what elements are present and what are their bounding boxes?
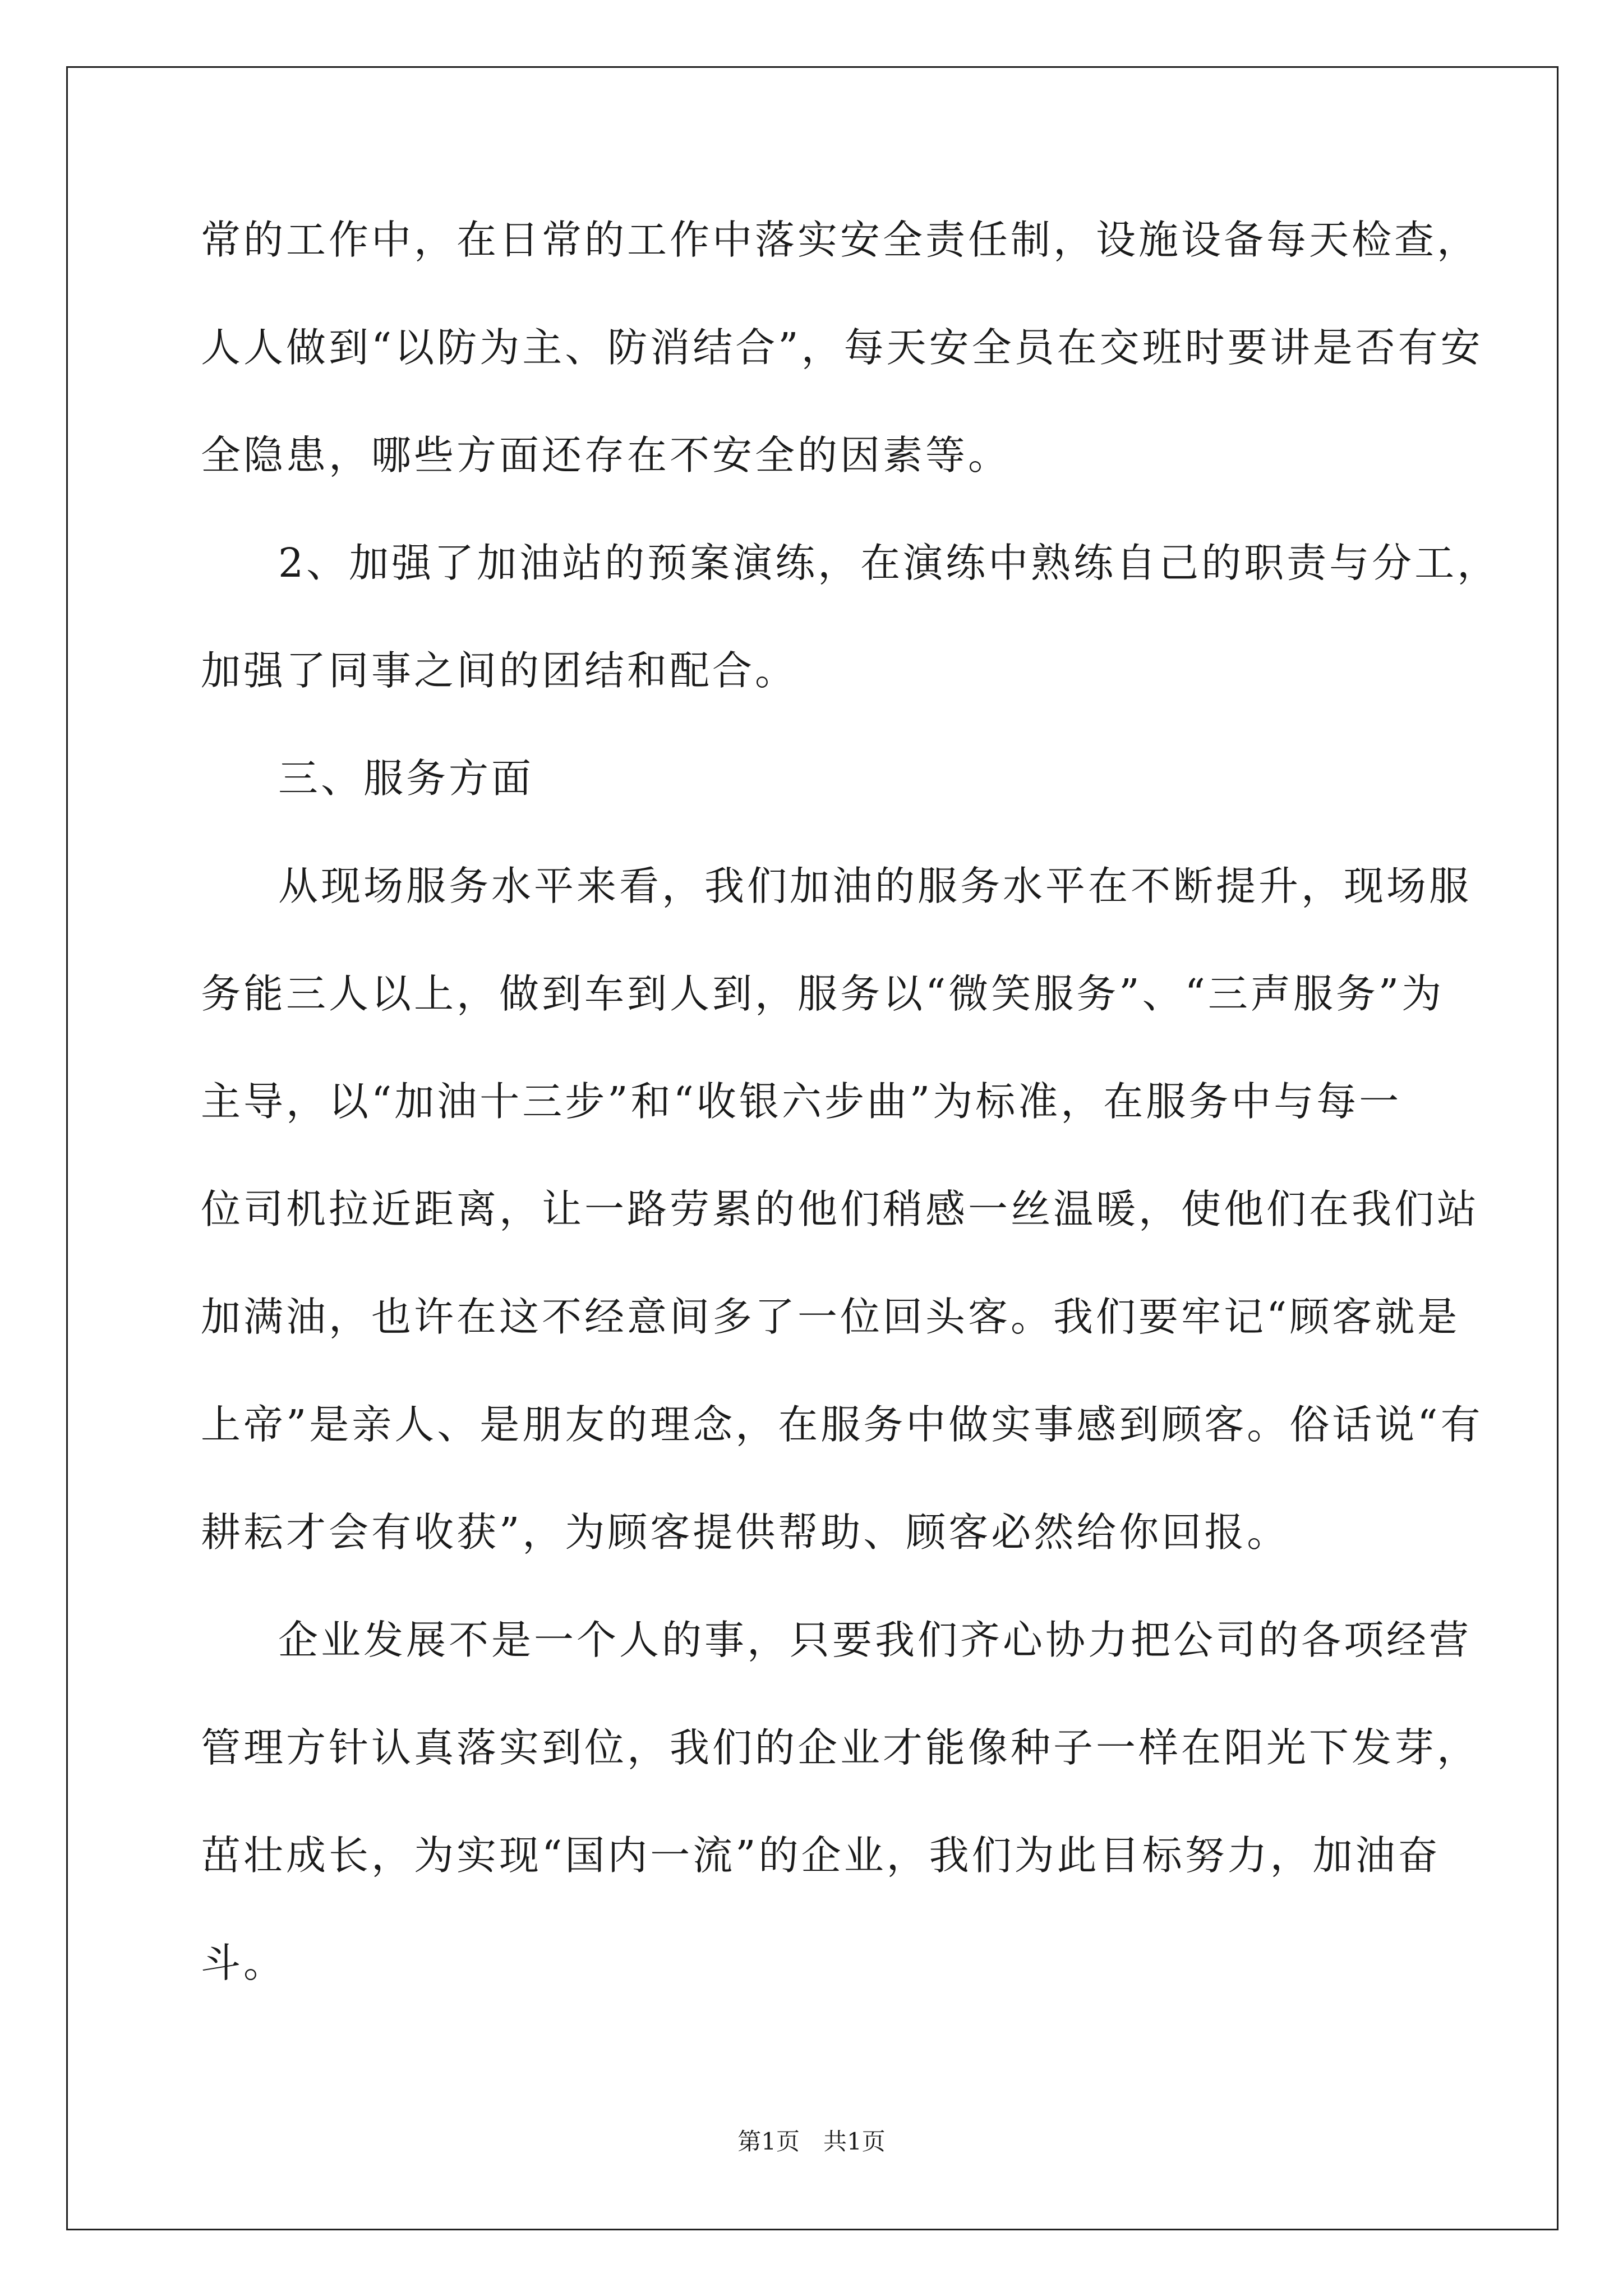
paragraph-line: 管理方针认真落实到位，我们的企业才能像种子一样在阳光下发芽，	[201, 1724, 1480, 1771]
paragraph-line: 务能三人以上，做到车到人到，服务以“微笑服务”、“三声服务”为	[201, 970, 1445, 1017]
paragraph-line: 加满油，也许在这不经意间多了一位回头客。我们要牢记“顾客就是	[201, 1294, 1460, 1340]
paragraph-line: 耕耘才会有收获”，为顾客提供帮助、顾客必然给你回报。	[201, 1509, 1290, 1556]
page-border	[66, 66, 1559, 2230]
paragraph-line: 茁壮成长，为实现“国内一流”的企业，我们为此目标努力，加油奋	[201, 1832, 1441, 1879]
paragraph-line: 位司机拉近距离，让一路劳累的他们稍感一丝温暖，使他们在我们站	[201, 1186, 1480, 1232]
paragraph-line: 主导，以“加油十三步”和“收银六步曲”为标准，在服务中与每一	[201, 1078, 1402, 1125]
page-number-footer: 第1页 共1页	[737, 2128, 886, 2155]
paragraph-line: 2、加强了加油站的预案演练，在演练中熟练自己的职责与分工，	[278, 540, 1500, 586]
paragraph-line: 从现场服务水平来看，我们加油的服务水平在不断提升，现场服	[278, 863, 1472, 909]
paragraph-line: 上帝”是亲人、是朋友的理念，在服务中做实事感到顾客。俗话说“有	[201, 1401, 1483, 1448]
paragraph-line: 企业发展不是一个人的事，只要我们齐心协力把公司的各项经营	[278, 1617, 1472, 1663]
paragraph-line: 斗。	[201, 1940, 287, 1986]
paragraph-line: 加强了同事之间的团结和配合。	[201, 647, 798, 694]
paragraph-line: 常的工作中，在日常的工作中落实安全责任制，设施设备每天检查，	[201, 217, 1480, 263]
paragraph-line: 人人做到“以防为主、防消结合”，每天安全员在交班时要讲是否有安	[201, 324, 1483, 371]
section-heading: 三、服务方面	[278, 755, 534, 802]
paragraph-line: 全隐患，哪些方面还存在不安全的因素等。	[201, 432, 1011, 478]
